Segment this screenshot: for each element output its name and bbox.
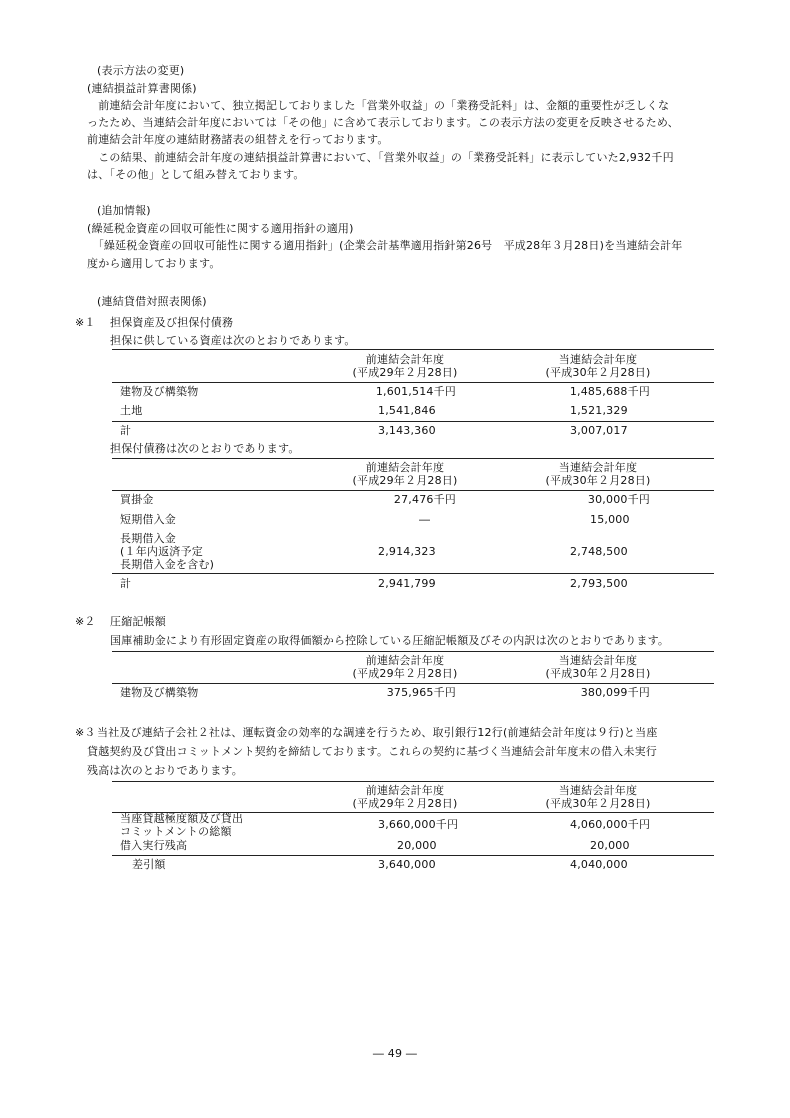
table1-col-curr-date: (平成30年２月28日) [545, 366, 651, 379]
table4-col-prev-title: 前連結会計年度 [365, 784, 445, 797]
table-cell-curr: 4,040,000 [570, 858, 628, 871]
table3-top-rule [112, 651, 714, 652]
table-cell-curr: 15,000 [590, 513, 630, 526]
display-change-para1-line3: 前連結会計年度の連結財務諸表の組替えを行っております。 [87, 133, 389, 146]
table-row-label: 短期借入金 [120, 513, 176, 526]
table-cell-prev: 1,541,846 [378, 404, 436, 417]
table1-col-curr-title: 当連結会計年度 [558, 353, 638, 366]
table-cell-curr: 1,485,688千円 [569, 385, 650, 398]
table-cell-prev: 3,640,000 [378, 858, 436, 871]
table2-col-curr-date: (平成30年２月28日) [545, 474, 651, 487]
table-row-label: 土地 [120, 404, 143, 417]
balance-sheet-heading: (連結貸借対照表関係) [97, 295, 207, 308]
table-row-label: 建物及び構築物 [120, 385, 199, 398]
table4-col-curr-date: (平成30年２月28日) [545, 797, 651, 810]
additional-info-heading: (追加情報) [97, 204, 151, 217]
table-row-label-line: (１年内返済予定 [120, 545, 203, 558]
table2-header-rule [112, 490, 714, 491]
note2-intro: 国庫補助金により有形固定資産の取得価額から控除している圧縮記帳額及びその内訳は次のとおりであります。 [110, 634, 670, 647]
table3-col-curr-title: 当連結会計年度 [558, 654, 638, 667]
table1-sum-rule [112, 421, 714, 422]
table-cell-curr: 2,793,500 [570, 577, 628, 590]
table-cell-prev: 3,143,360 [378, 424, 436, 437]
page-number: ― 49 ― [372, 1047, 418, 1060]
table4-col-prev-date: (平成29年２月28日) [352, 797, 458, 810]
table-row-label: 計 [120, 577, 132, 590]
display-change-para1-line2: ったため、当連結会計年度においては「その他」に含めて表示しております。この表示方法の変更を反映させるため、 [87, 116, 679, 129]
note3-text-line1: 当社及び連結子会社２社は、運転資金の効率的な調達を行うため、取引銀行12行(前連結会計年度は９行)と当座 [97, 726, 658, 739]
table1-col-prev-date: (平成29年２月28日) [352, 366, 458, 379]
table-cell-curr: 380,099千円 [580, 686, 650, 699]
table-row-label-line: 長期借入金 [120, 532, 176, 545]
table-row-label: 借入実行残高 [120, 839, 188, 852]
table4-top-rule [112, 781, 714, 782]
table2-col-prev-date: (平成29年２月28日) [352, 474, 458, 487]
display-change-para2-line1: この結果、前連結会計年度の連結損益計算書において、「営業外収益」の「業務受託料」に表示していた2,932千円 [87, 151, 674, 164]
table-row-label-line: 長期借入金を含む) [120, 558, 215, 571]
table-row-label: 建物及び構築物 [120, 686, 199, 699]
table4-sum-rule [112, 855, 714, 856]
note2-mark: ※２ [75, 615, 96, 628]
additional-info-para-line2: 度から適用しております。 [87, 257, 221, 270]
table3-col-prev-title: 前連結会計年度 [365, 654, 445, 667]
table3-header-rule [112, 683, 714, 684]
table-cell-prev: 1,601,514千円 [375, 385, 456, 398]
table-cell-prev: ― [419, 513, 431, 526]
table-cell-prev: 2,941,799 [378, 577, 436, 590]
display-change-subheading: (連結損益計算書関係) [87, 82, 197, 95]
table3-col-prev-date: (平成29年２月28日) [352, 667, 458, 680]
table-cell-prev: 2,914,323 [378, 545, 436, 558]
display-change-heading: (表示方法の変更) [97, 64, 185, 77]
additional-info-subheading: (繰延税金資産の回収可能性に関する適用指針の適用) [87, 222, 354, 235]
table-cell-curr: 30,000千円 [587, 493, 650, 506]
table-row-label-line: 当座貸越極度額及び貸出 [120, 812, 244, 825]
table-row-label-line: コミットメントの総額 [120, 825, 232, 838]
table-row-label: 計 [120, 424, 132, 437]
note3-text-line3: 残高は次のとおりであります。 [87, 764, 243, 777]
table-cell-prev: 20,000 [397, 839, 437, 852]
table1-col-prev-title: 前連結会計年度 [365, 353, 445, 366]
table3-col-curr-date: (平成30年２月28日) [545, 667, 651, 680]
table-cell-curr: 20,000 [590, 839, 630, 852]
table-cell-prev: 27,476千円 [393, 493, 456, 506]
table1-top-rule [112, 349, 714, 350]
note1-title: 担保資産及び担保付債務 [110, 316, 234, 329]
table2-col-curr-title: 当連結会計年度 [558, 461, 638, 474]
table4-col-curr-title: 当連結会計年度 [558, 784, 638, 797]
table-row-label: 買掛金 [120, 493, 154, 506]
display-change-para2-line2: は、「その他」として組み替えております。 [87, 168, 305, 181]
additional-info-para-line1: 「繰延税金資産の回収可能性に関する適用指針」(企業会計基準適用指針第26号 平成28年３月28日)を当連結会計年 [87, 239, 683, 252]
table-cell-prev: 3,660,000千円 [378, 818, 459, 831]
table-cell-curr: 2,748,500 [570, 545, 628, 558]
table-cell-curr: 3,007,017 [570, 424, 628, 437]
note1-mark: ※１ [75, 316, 96, 329]
table-row-label: 差引額 [132, 858, 166, 871]
table1-header-rule [112, 382, 714, 383]
table2-top-rule [112, 458, 714, 459]
display-change-para1-line1: 前連結会計年度において、独立掲記しておりました「営業外収益」の「業務受託料」は、金額的重要性が乏しくな [87, 99, 670, 112]
table-cell-curr: 1,521,329 [570, 404, 628, 417]
table2-col-prev-title: 前連結会計年度 [365, 461, 445, 474]
table-cell-prev: 375,965千円 [386, 686, 456, 699]
note3-text-line2: 貸越契約及び貸出コミットメント契約を締結しております。これらの契約に基づく当連結会計年度末の借入未実行 [87, 745, 657, 758]
note3-mark: ※３ [75, 726, 96, 739]
table2-sum-rule [112, 573, 714, 574]
note2-title: 圧縮記帳額 [110, 615, 166, 628]
note1-intro2: 担保付債務は次のとおりであります。 [110, 442, 300, 455]
table-cell-curr: 4,060,000千円 [570, 818, 651, 831]
note1-intro1: 担保に供している資産は次のとおりであります。 [110, 334, 356, 347]
